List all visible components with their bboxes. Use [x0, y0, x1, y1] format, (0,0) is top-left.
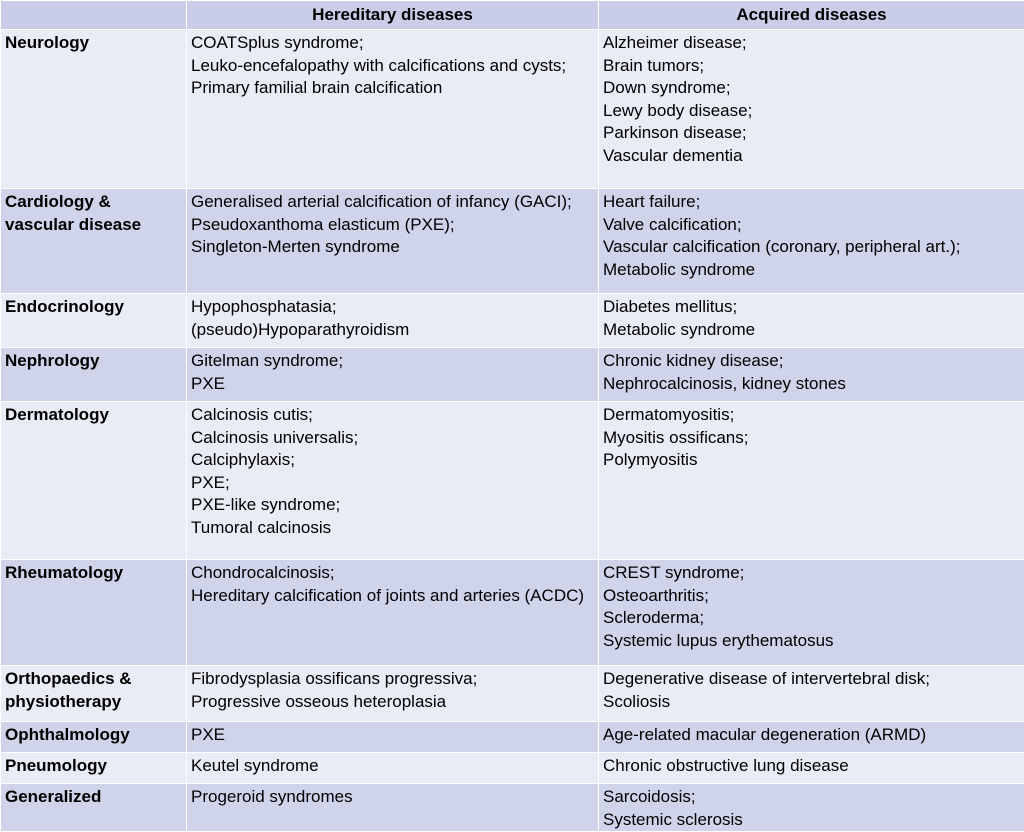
row-acquired-cell — [599, 666, 1024, 722]
hereditary-disease-item: (pseudo)Hypoparathyroidism — [191, 319, 595, 342]
table-row — [1, 189, 1024, 294]
acquired-disease-item: Systemic sclerosis — [603, 809, 1021, 832]
hereditary-disease-item: PXE-like syndrome; — [191, 494, 595, 517]
acquired-disease-item: Diabetes mellitus; — [603, 296, 1021, 319]
acquired-disease-item: Age-related macular degeneration (ARMD) — [603, 724, 1021, 747]
row-category: Nephrology — [1, 348, 187, 402]
header-acquired: Acquired diseases — [599, 1, 1024, 30]
hereditary-disease-item: Leuko-encefalopathy with calcifications and cysts; — [191, 55, 595, 78]
hereditary-disease-item: PXE — [191, 724, 595, 747]
row-hereditary-cell — [187, 189, 599, 294]
acquired-disease-item: Lewy body disease; — [603, 100, 1021, 123]
hereditary-disease-item: Chondrocalcinosis; — [191, 562, 595, 585]
row-category: Pneumology — [1, 753, 187, 784]
acquired-disease-item: Heart failure; — [603, 191, 1021, 214]
acquired-disease-item: Vascular dementia — [603, 145, 1021, 168]
row-acquired-cell — [599, 722, 1024, 753]
acquired-disease-item: Systemic lupus erythematosus — [603, 630, 1021, 653]
acquired-disease-item: Alzheimer disease; — [603, 32, 1021, 55]
row-hereditary-cell — [187, 753, 599, 784]
table-row — [1, 294, 1024, 348]
row-hereditary-cell — [187, 784, 599, 832]
acquired-disease-item: Vascular calcification (coronary, peripheral art.); — [603, 236, 1021, 259]
table-row — [1, 784, 1024, 832]
acquired-disease-item: Nephrocalcinosis, kidney stones — [603, 373, 1021, 396]
acquired-disease-item: Parkinson disease; — [603, 122, 1021, 145]
acquired-disease-item: Scleroderma; — [603, 607, 1021, 630]
row-category: Ophthalmology — [1, 722, 187, 753]
row-hereditary-cell — [187, 348, 599, 402]
row-acquired-cell — [599, 30, 1024, 189]
hereditary-disease-item: PXE; — [191, 472, 595, 495]
acquired-disease-item: Dermatomyositis; — [603, 404, 1021, 427]
table-row — [1, 402, 1024, 560]
hereditary-disease-item: PXE — [191, 373, 595, 396]
hereditary-disease-item: Generalised arterial calcification of infancy (GACI); — [191, 191, 595, 214]
row-hereditary-cell — [187, 666, 599, 722]
header-hereditary: Hereditary diseases — [187, 1, 599, 30]
acquired-disease-item: Myositis ossificans; — [603, 427, 1021, 450]
hereditary-disease-item: Fibrodysplasia ossificans progressiva; — [191, 668, 595, 691]
table-header-row — [1, 1, 1024, 30]
row-hereditary-cell — [187, 30, 599, 189]
hereditary-disease-item: Gitelman syndrome; — [191, 350, 595, 373]
row-category: Dermatology — [1, 402, 187, 560]
hereditary-disease-item: COATSplus syndrome; — [191, 32, 595, 55]
acquired-disease-item: Chronic kidney disease; — [603, 350, 1021, 373]
hereditary-disease-item: Singleton-Merten syndrome — [191, 236, 595, 259]
row-category: Orthopaedics & physiotherapy — [1, 666, 187, 722]
row-hereditary-cell — [187, 294, 599, 348]
row-category: Generalized — [1, 784, 187, 832]
row-acquired-cell — [599, 784, 1024, 832]
acquired-disease-item: Chronic obstructive lung disease — [603, 755, 1021, 778]
row-hereditary-cell — [187, 402, 599, 560]
hereditary-disease-item: Primary familial brain calcification — [191, 77, 595, 100]
table-row — [1, 348, 1024, 402]
row-acquired-cell — [599, 348, 1024, 402]
acquired-disease-item: Degenerative disease of intervertebral disk; — [603, 668, 1021, 691]
acquired-disease-item: Valve calcification; — [603, 214, 1021, 237]
row-hereditary-cell — [187, 560, 599, 666]
acquired-disease-item: Down syndrome; — [603, 77, 1021, 100]
acquired-disease-item: Osteoarthritis; — [603, 585, 1021, 608]
row-category: Endocrinology — [1, 294, 187, 348]
hereditary-disease-item: Keutel syndrome — [191, 755, 595, 778]
row-acquired-cell — [599, 402, 1024, 560]
row-hereditary-cell — [187, 722, 599, 753]
acquired-disease-item: Polymyositis — [603, 449, 1021, 472]
acquired-disease-item: Sarcoidosis; — [603, 786, 1021, 809]
hereditary-disease-item: Pseudoxanthoma elasticum (PXE); — [191, 214, 595, 237]
hereditary-disease-item: Calcinosis cutis; — [191, 404, 595, 427]
row-acquired-cell — [599, 189, 1024, 294]
table-body — [1, 30, 1024, 832]
hereditary-disease-item: Calciphylaxis; — [191, 449, 595, 472]
table-row — [1, 722, 1024, 753]
acquired-disease-item: CREST syndrome; — [603, 562, 1021, 585]
table-row — [1, 666, 1024, 722]
table-row — [1, 560, 1024, 666]
hereditary-disease-item: Calcinosis universalis; — [191, 427, 595, 450]
table-row — [1, 30, 1024, 189]
acquired-disease-item: Brain tumors; — [603, 55, 1021, 78]
acquired-disease-item: Scoliosis — [603, 691, 1021, 714]
row-category: Neurology — [1, 30, 187, 189]
table-row — [1, 753, 1024, 784]
header-category — [1, 1, 187, 30]
row-category: Rheumatology — [1, 560, 187, 666]
row-acquired-cell — [599, 753, 1024, 784]
hereditary-disease-item: Hypophosphatasia; — [191, 296, 595, 319]
hereditary-disease-item: Hereditary calcification of joints and arteries (ACDC) — [191, 585, 595, 608]
hereditary-disease-item: Progressive osseous heteroplasia — [191, 691, 595, 714]
acquired-disease-item: Metabolic syndrome — [603, 319, 1021, 342]
hereditary-disease-item: Tumoral calcinosis — [191, 517, 595, 540]
row-acquired-cell — [599, 294, 1024, 348]
hereditary-disease-item: Progeroid syndromes — [191, 786, 595, 809]
row-category: Cardiology & vascular disease — [1, 189, 187, 294]
acquired-disease-item: Metabolic syndrome — [603, 259, 1021, 282]
row-acquired-cell — [599, 560, 1024, 666]
